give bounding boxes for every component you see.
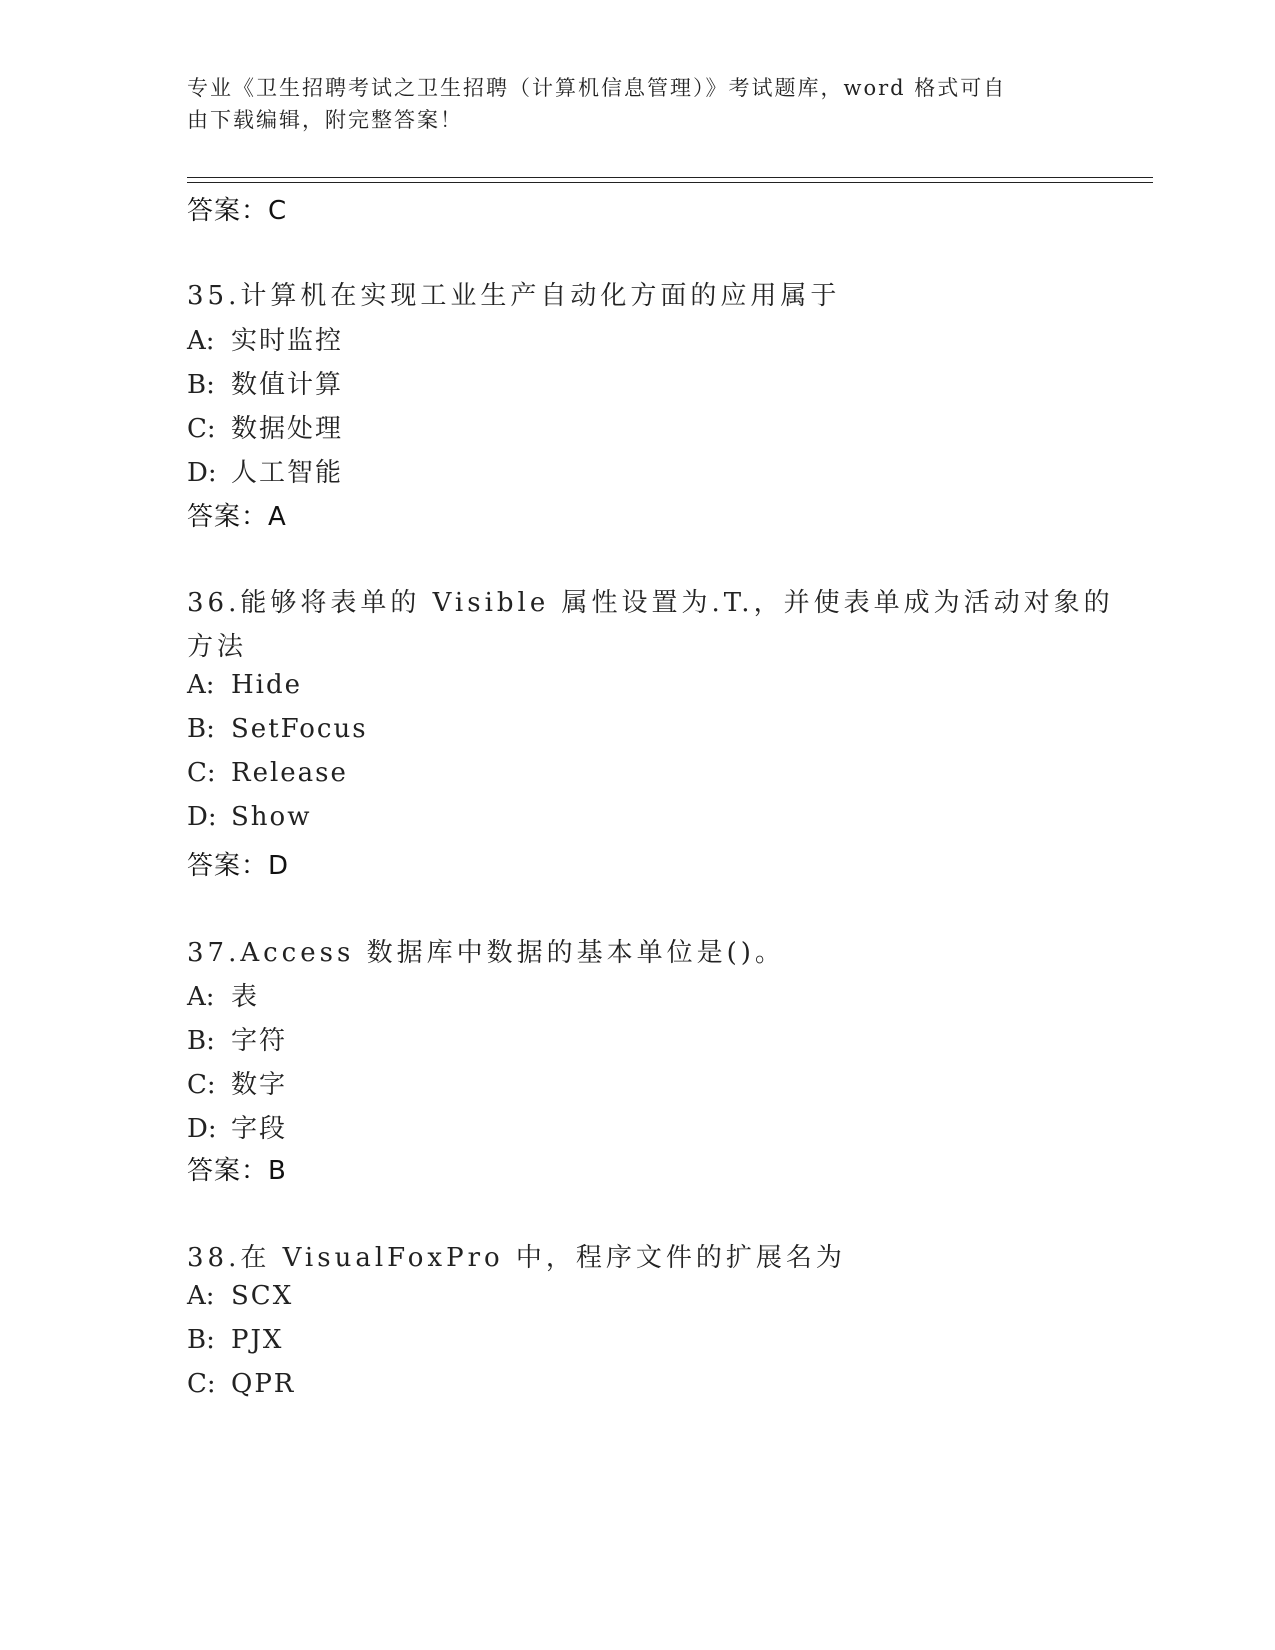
question-36-option-b: B: SetFocus <box>187 714 368 744</box>
question-38-option-b: B: PJX <box>187 1325 284 1355</box>
header-line-2: 由下载编辑，附完整答案！ <box>187 108 463 132</box>
question-35-option-b: B: 数值计算 <box>187 370 344 400</box>
header-divider-top <box>187 177 1153 178</box>
question-38-stem: 38.在 VisualFoxPro 中，程序文件的扩展名为 <box>187 1243 846 1273</box>
question-35-answer: 答案：A <box>187 502 287 532</box>
question-36-stem-line-2: 方法 <box>187 632 248 662</box>
answer-previous: 答案：C <box>187 196 288 226</box>
question-37-option-c: C: 数字 <box>187 1070 288 1100</box>
question-38-option-c: C: QPR <box>187 1369 296 1399</box>
question-36-option-a: A: Hide <box>187 670 303 700</box>
question-37-stem: 37.Access 数据库中数据的基本单位是()。 <box>187 938 785 968</box>
question-36-answer: 答案：D <box>187 851 290 881</box>
question-37-option-d: D: 字段 <box>187 1114 288 1144</box>
question-38-option-a: A: SCX <box>187 1281 294 1311</box>
question-35-stem: 35.计算机在实现工业生产自动化方面的应用属于 <box>187 281 841 311</box>
question-37-option-b: B: 字符 <box>187 1026 288 1056</box>
header-divider-bottom <box>187 182 1153 183</box>
header-line-1: 专业《卫生招聘考试之卫生招聘（计算机信息管理）》考试题库，word 格式可自 <box>187 76 1007 100</box>
question-35-option-c: C: 数据处理 <box>187 414 344 444</box>
question-37-answer: 答案：B <box>187 1156 287 1186</box>
question-36-option-d: D: Show <box>187 802 312 832</box>
question-35-option-d: D: 人工智能 <box>187 458 344 488</box>
question-36-option-c: C: Release <box>187 758 348 788</box>
question-35-option-a: A: 实时监控 <box>187 326 344 356</box>
question-37-option-a: A: 表 <box>187 982 260 1012</box>
document-header <box>187 72 1067 136</box>
question-36-stem-line-1: 36.能够将表单的 Visible 属性设置为.T.，并使表单成为活动对象的 <box>187 588 1114 618</box>
